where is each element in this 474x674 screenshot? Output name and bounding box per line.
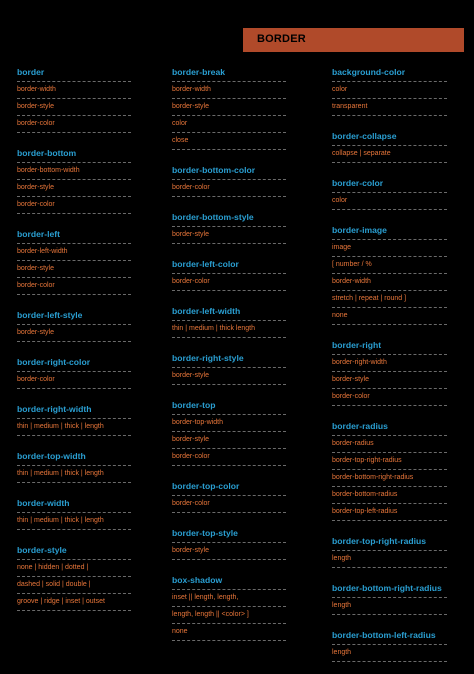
property-name: border-width <box>17 495 131 513</box>
header-banner <box>243 28 464 52</box>
property-value: border-color <box>172 274 286 291</box>
property-value: border-width <box>332 274 447 291</box>
property-section <box>17 401 131 436</box>
property-value: border-color <box>17 116 131 133</box>
property-value: color <box>172 116 286 133</box>
property-value: none <box>332 308 447 325</box>
property-name: border-left <box>17 226 131 244</box>
property-value: border-style <box>17 261 131 278</box>
property-value: collapse | separate <box>332 146 447 163</box>
property-value: border-color <box>332 389 447 406</box>
property-value: length <box>332 551 447 568</box>
property-value: image <box>332 240 447 257</box>
property-value: border-radius <box>332 436 447 453</box>
property-section <box>332 222 447 325</box>
property-value: thin | medium | thick length <box>172 321 286 338</box>
property-section <box>172 64 286 150</box>
property-value: border-color <box>172 180 286 197</box>
property-value: border-color <box>17 372 131 389</box>
property-value: [ number / % <box>332 257 447 274</box>
column-3 <box>332 64 447 674</box>
property-section <box>332 64 447 116</box>
property-section <box>332 337 447 406</box>
property-name: border-image <box>332 222 447 240</box>
property-value: border-bottom-radius <box>332 487 447 504</box>
property-section <box>172 303 286 338</box>
property-value: border-top-right-radius <box>332 453 447 470</box>
property-section <box>17 354 131 389</box>
property-value: transparent <box>332 99 447 116</box>
property-name: border-top <box>172 397 286 415</box>
property-value: color <box>332 193 447 210</box>
property-name: border-right-width <box>17 401 131 419</box>
property-value: thin | medium | thick | length <box>17 419 131 436</box>
property-value: border-bottom-right-radius <box>332 470 447 487</box>
property-name: border-color <box>332 175 447 193</box>
property-name: border-radius <box>332 418 447 436</box>
property-value: border-style <box>172 432 286 449</box>
property-section <box>332 175 447 210</box>
property-value: inset || length, length, <box>172 590 286 607</box>
property-value: thin | medium | thick | length <box>17 466 131 483</box>
property-section <box>332 533 447 568</box>
property-name: border-bottom-left-radius <box>332 627 447 645</box>
property-section <box>332 128 447 163</box>
property-section <box>17 145 131 214</box>
property-name: border-bottom-style <box>172 209 286 227</box>
property-section <box>17 307 131 342</box>
property-section <box>17 226 131 295</box>
property-name: border <box>17 64 131 82</box>
property-value: border-right-width <box>332 355 447 372</box>
property-value: groove | ridge | inset | outset <box>17 594 131 611</box>
property-value: border-color <box>17 278 131 295</box>
property-name: border-left-color <box>172 256 286 274</box>
property-value: border-style <box>332 372 447 389</box>
property-name: border-right-color <box>17 354 131 372</box>
property-name: border-right <box>332 337 447 355</box>
column-1 <box>17 64 131 623</box>
property-section <box>172 162 286 197</box>
property-section <box>172 350 286 385</box>
property-name: border-right-style <box>172 350 286 368</box>
property-value: color <box>332 82 447 99</box>
property-name: border-collapse <box>332 128 447 146</box>
property-name: border-bottom <box>17 145 131 163</box>
property-value: border-color <box>17 197 131 214</box>
property-section <box>17 448 131 483</box>
property-value: border-style <box>172 543 286 560</box>
property-value: border-style <box>17 325 131 342</box>
property-value: length <box>332 645 447 662</box>
property-value: border-style <box>17 99 131 116</box>
property-value: none <box>172 624 286 641</box>
property-name: border-bottom-right-radius <box>332 580 447 598</box>
property-section <box>172 525 286 560</box>
property-value: length, length || <color> ] <box>172 607 286 624</box>
property-name: border-top-right-radius <box>332 533 447 551</box>
property-section <box>172 478 286 513</box>
property-name: border-left-width <box>172 303 286 321</box>
property-value: border-color <box>172 449 286 466</box>
property-value: border-left-width <box>17 244 131 261</box>
property-value: thin | medium | thick | length <box>17 513 131 530</box>
property-value: border-top-left-radius <box>332 504 447 521</box>
property-name: border-top-width <box>17 448 131 466</box>
property-value: border-width <box>17 82 131 99</box>
property-name: border-left-style <box>17 307 131 325</box>
property-value: border-top-width <box>172 415 286 432</box>
property-section <box>332 580 447 615</box>
property-name: border-top-style <box>172 525 286 543</box>
property-name: border-break <box>172 64 286 82</box>
property-section <box>332 418 447 521</box>
property-name: background-color <box>332 64 447 82</box>
property-name: border-bottom-color <box>172 162 286 180</box>
property-value: border-color <box>172 496 286 513</box>
property-value: dashed | solid | double | <box>17 577 131 594</box>
property-value: border-style <box>17 180 131 197</box>
property-name: box-shadow <box>172 572 286 590</box>
property-name: border-top-color <box>172 478 286 496</box>
page-title: BORDER <box>257 33 306 45</box>
property-value: border-bottom-width <box>17 163 131 180</box>
property-value: close <box>172 133 286 150</box>
property-section <box>332 627 447 662</box>
property-value: stretch | repeat | round ] <box>332 291 447 308</box>
column-2 <box>172 64 286 653</box>
property-section <box>17 542 131 611</box>
property-value: length <box>332 598 447 615</box>
property-value: border-style <box>172 99 286 116</box>
property-section <box>172 572 286 641</box>
property-name: border-style <box>17 542 131 560</box>
property-value: border-style <box>172 227 286 244</box>
property-section <box>172 256 286 291</box>
property-section <box>172 209 286 244</box>
property-value: none | hidden | dotted | <box>17 560 131 577</box>
property-section <box>172 397 286 466</box>
property-value: border-style <box>172 368 286 385</box>
property-section <box>17 495 131 530</box>
property-value: border-width <box>172 82 286 99</box>
property-section <box>17 64 131 133</box>
